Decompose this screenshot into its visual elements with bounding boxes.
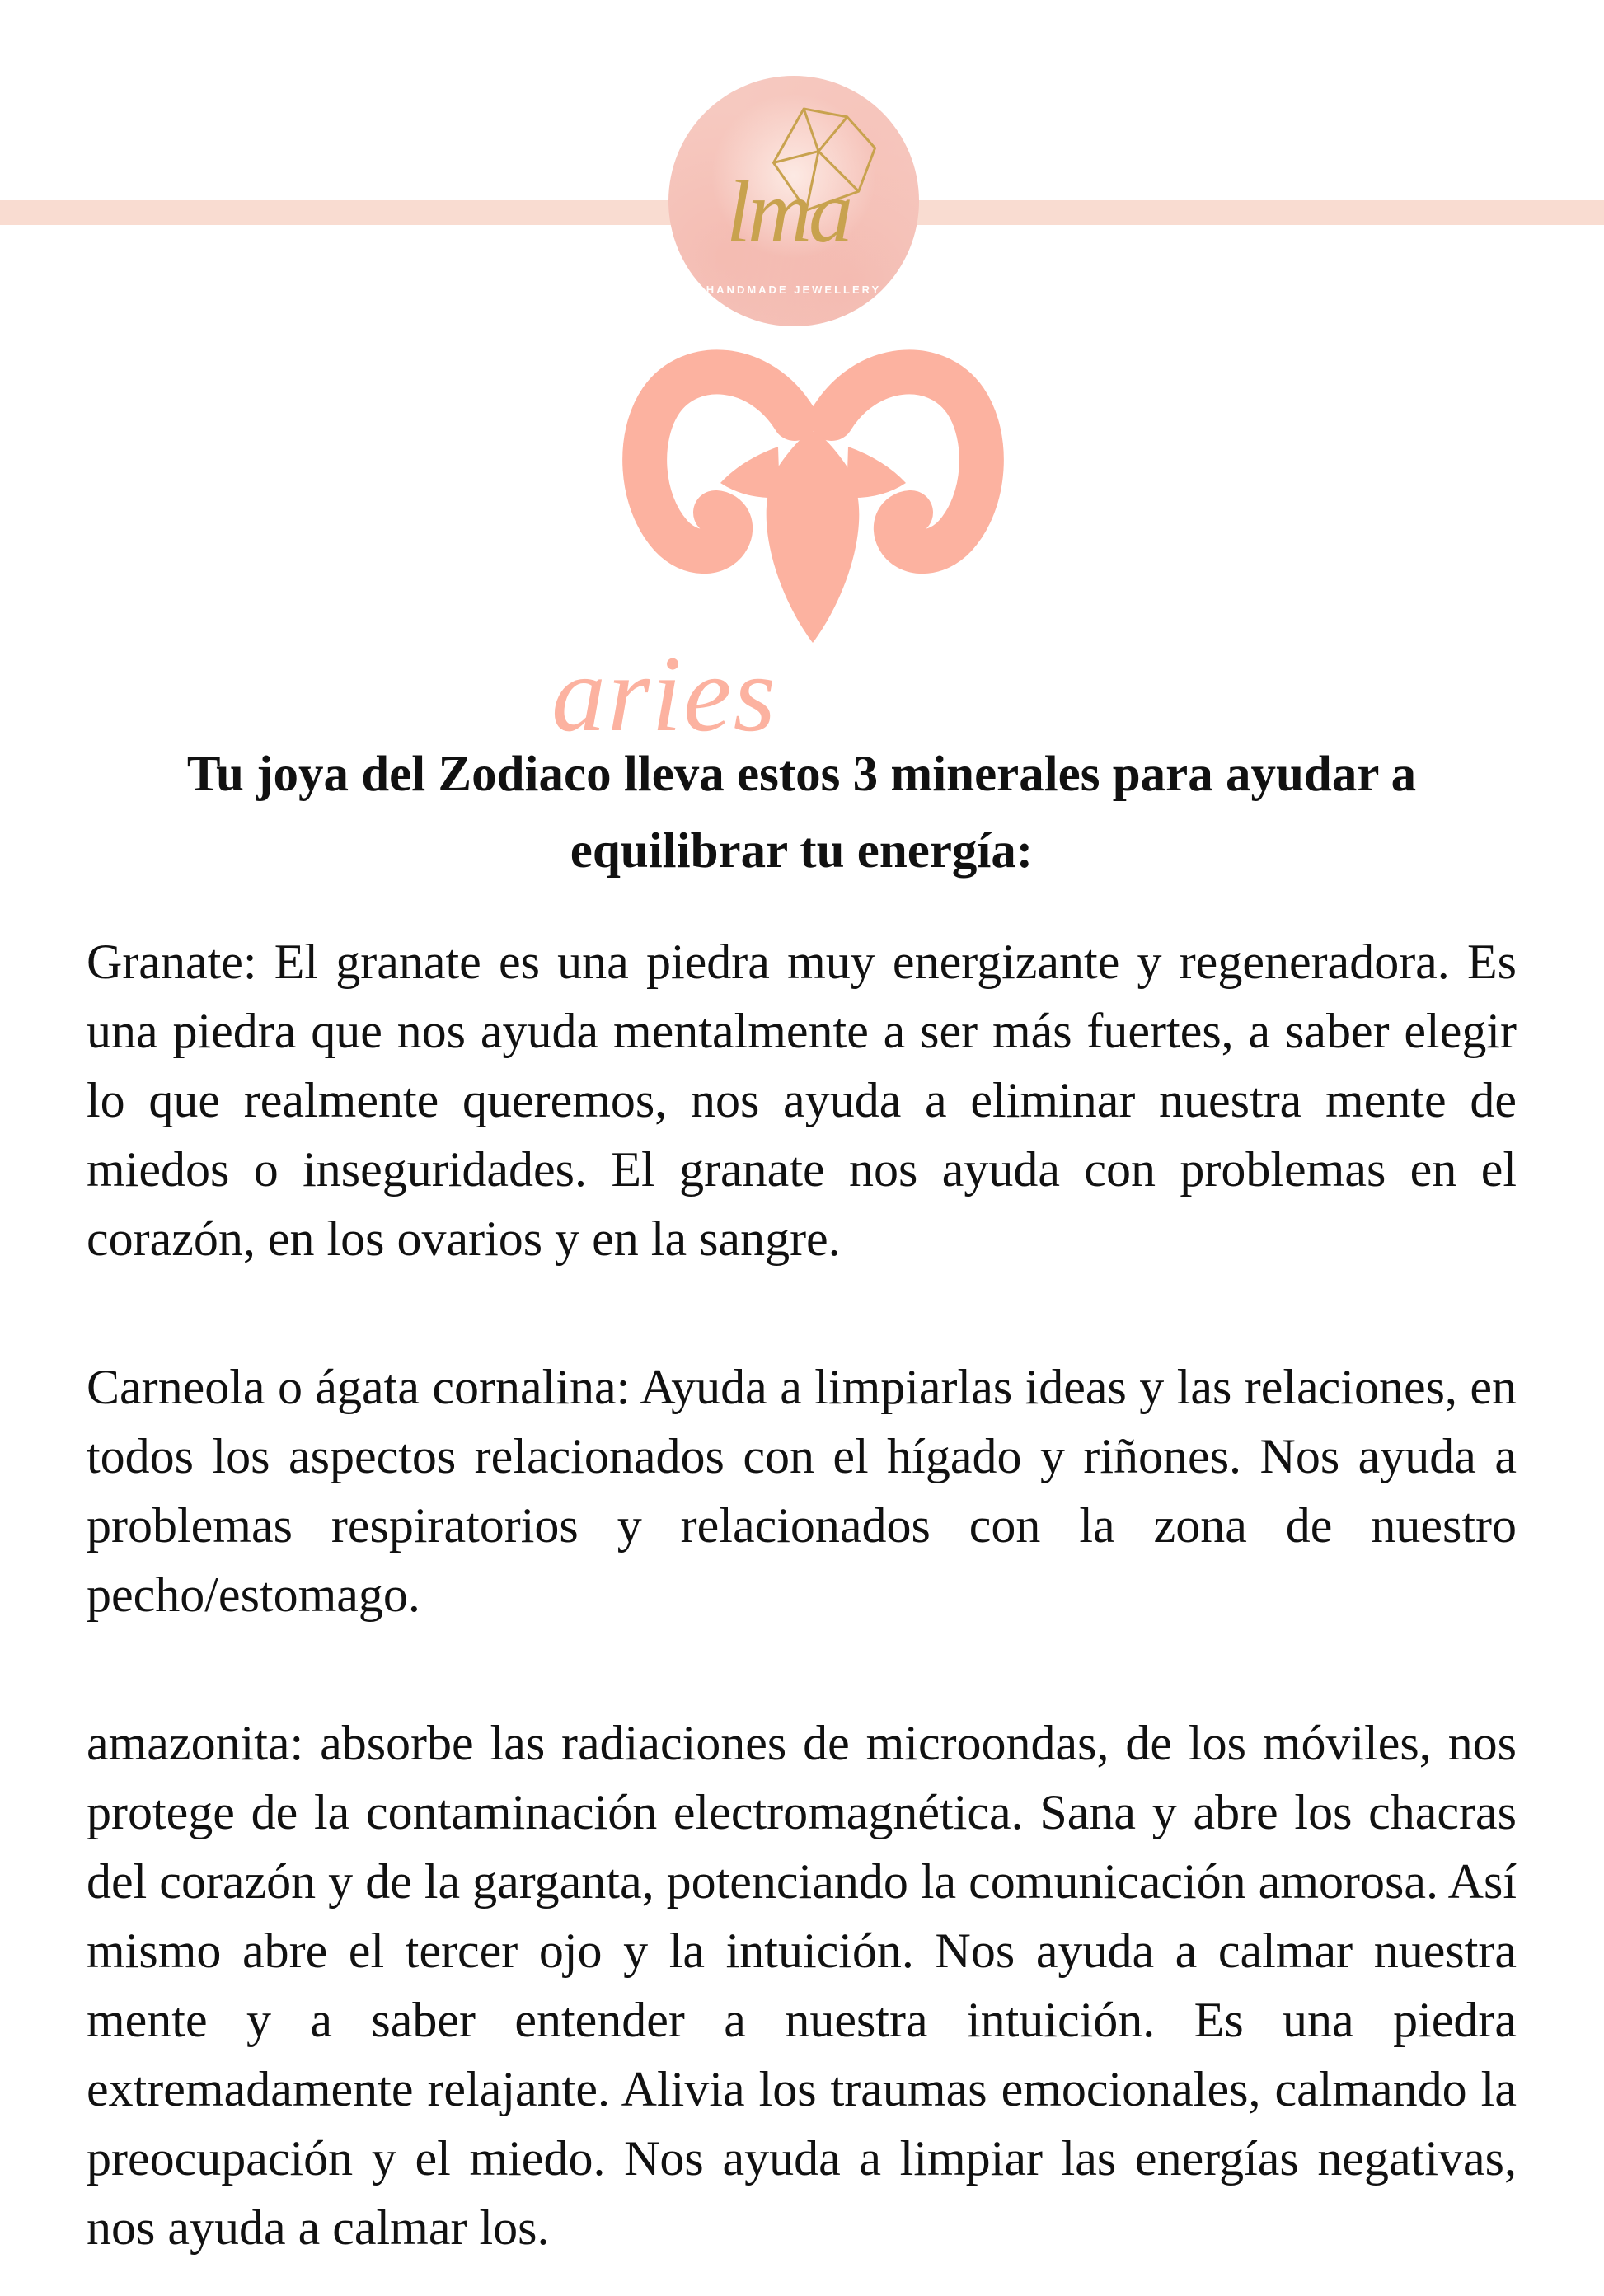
content-area — [87, 736, 1517, 2296]
zodiac-sign-name: aries — [551, 633, 777, 754]
page-title-line-2: equilibrar tu energía: — [570, 823, 1034, 879]
brand-tagline: HANDMADE JEWELLERY — [706, 283, 882, 296]
paragraph-granate: Granate: El granate es una piedra muy energizante y regeneradora. Es una piedra que nos ayuda mentalmente a ser más fuertes, a saber elegir lo que realmente queremos, nos ayuda a eliminar nuestra mente de miedos o inseguridades. El granate nos ayuda con problemas en el corazón, en los ovarios y en la sangre. — [87, 935, 1517, 1266]
aries-ram-icon — [617, 335, 1009, 648]
page-title — [87, 736, 1517, 889]
paragraph-amazonita: amazonita: absorbe las radiaciones de microondas, de los móviles, nos protege de la contaminación electromagnética. Sana y abre los chacras del corazón y de la garganta, potenciando la comunicación amorosa. Así mismo abre el tercer ojo y la intuición. Nos ayuda a calmar nuestra mente y a saber entender a nuestra intuición. Es una piedra extremadamente relajante. Alivia los traumas emocionales, calmando la preocupación y el miedo. Nos ayuda a limpiar las energías negativas, nos ayuda a calmar los. — [87, 1716, 1517, 2255]
page-title-line-1: Tu joya del Zodiaco lleva estos 3 minerales para ayudar a — [186, 747, 1417, 802]
paragraph-carneola: Carneola o ágata cornalina: Ayuda a limpiarlas ideas y las relaciones, en todos los aspectos relacionados con el hígado y riñones. Nos ayuda a problemas respiratorios y relacionados con la zona de nuestro pecho/estomago. — [87, 1360, 1517, 1622]
brand-initials: lma — [726, 163, 850, 261]
brand-logo — [668, 76, 919, 326]
